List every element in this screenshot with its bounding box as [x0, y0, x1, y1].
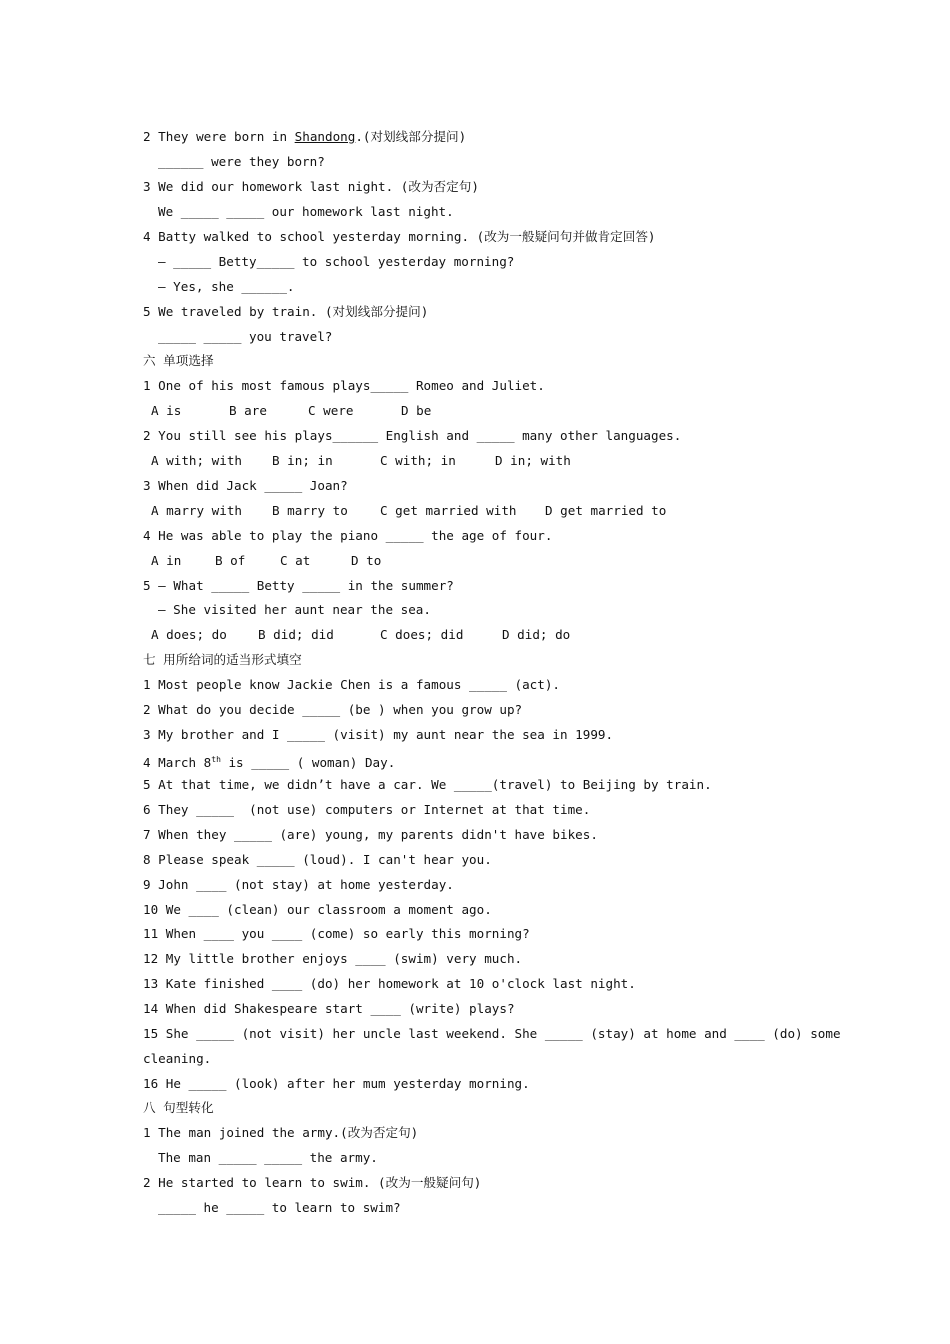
- question-line: 1 One of his most famous plays_____ Romeo and Juliet.: [143, 378, 545, 393]
- option: B of: [215, 553, 246, 568]
- dialogue-reply: — She visited her aunt near the sea.: [158, 602, 431, 617]
- fill-item: 5 At that time, we didn’t have a car. We _____(travel) to Beijing by train.: [143, 777, 712, 792]
- answer-line: The man _____ _____ the army.: [158, 1150, 378, 1165]
- fill-item-text: is _____ ( woman) Day.: [220, 755, 396, 770]
- option: C get married with: [380, 503, 517, 518]
- option: C with; in: [380, 453, 456, 468]
- option: C were: [308, 403, 354, 418]
- underlined-word: Shandong: [294, 129, 356, 144]
- fill-item: 7 When they _____ (are) young, my parents didn't have bikes.: [143, 827, 598, 842]
- ordinal-superscript: th: [211, 755, 221, 764]
- fill-item: 14 When did Shakespeare start ____ (write) plays?: [143, 1001, 515, 1016]
- fill-item: 13 Kate finished ____ (do) her homework at 10 o'clock last night.: [143, 976, 636, 991]
- fill-item: 10 We ____ (clean) our classroom a moment ago.: [143, 902, 492, 917]
- question-text: 2 They were born in: [143, 129, 295, 144]
- fill-item-continued: cleaning.: [143, 1051, 212, 1066]
- question-line: 3 When did Jack _____ Joan?: [143, 478, 348, 493]
- option: D to: [351, 553, 382, 568]
- option: C does; did: [380, 627, 464, 642]
- option: B did; did: [258, 627, 334, 642]
- question-line: 1 The man joined the army.(改为否定句): [143, 1125, 419, 1140]
- question-line: [143, 129, 466, 145]
- fill-item: 8 Please speak _____ (loud). I can't hear you.: [143, 852, 492, 867]
- answer-line: _____ _____ you travel?: [158, 329, 333, 344]
- option: B in; in: [272, 453, 333, 468]
- answer-line: — _____ Betty_____ to school yesterday morning?: [158, 254, 515, 269]
- option: D get married to: [545, 503, 667, 518]
- option: B marry to: [272, 503, 348, 518]
- option: A in: [151, 553, 182, 568]
- option: A with; with: [151, 453, 242, 468]
- question-instruction: .(对划线部分提问): [355, 129, 467, 144]
- option: C at: [280, 553, 311, 568]
- option: A marry with: [151, 503, 242, 518]
- section-heading: 八 句型转化: [143, 1100, 214, 1115]
- option: A does; do: [151, 627, 227, 642]
- question-line: 4 Batty walked to school yesterday morning. (改为一般疑问句并做肯定回答): [143, 229, 656, 244]
- fill-item-text: 4 March 8: [143, 755, 212, 770]
- question-line: 5 — What _____ Betty _____ in the summer?: [143, 578, 454, 593]
- section-heading: 六 单项选择: [143, 353, 214, 368]
- fill-item: 6 They _____ (not use) computers or Internet at that time.: [143, 802, 591, 817]
- fill-item: 9 John ____ (not stay) at home yesterday.: [143, 877, 454, 892]
- answer-line: _____ he _____ to learn to swim?: [158, 1200, 401, 1215]
- fill-item: 1 Most people know Jackie Chen is a famous _____ (act).: [143, 677, 561, 692]
- fill-item: 2 What do you decide _____ (be ) when you grow up?: [143, 702, 523, 717]
- option: D in; with: [495, 453, 571, 468]
- option: B are: [229, 403, 267, 418]
- question-line: 5 We traveled by train. (对划线部分提问): [143, 304, 429, 319]
- question-line: 2 You still see his plays______ English and _____ many other languages.: [143, 428, 682, 443]
- section-heading: 七 用所给词的适当形式填空: [143, 652, 302, 667]
- option: D did; do: [502, 627, 571, 642]
- question-line: 4 He was able to play the piano _____ the age of four.: [143, 528, 553, 543]
- fill-item: [143, 752, 395, 771]
- question-line: 2 He started to learn to swim. (改为一般疑问句): [143, 1175, 482, 1190]
- fill-item: 11 When ____ you ____ (come) so early this morning?: [143, 926, 530, 941]
- fill-item: 15 She _____ (not visit) her uncle last weekend. She _____ (stay) at home and ____ (do) some: [143, 1026, 841, 1041]
- option: A is: [151, 403, 182, 418]
- answer-line: ______ were they born?: [158, 154, 325, 169]
- fill-item: 16 He _____ (look) after her mum yesterday morning.: [143, 1076, 530, 1091]
- fill-item: 3 My brother and I _____ (visit) my aunt near the sea in 1999.: [143, 727, 614, 742]
- question-line: 3 We did our homework last night. (改为否定句): [143, 179, 479, 194]
- answer-line: — Yes, she ______.: [158, 279, 295, 294]
- fill-item: 12 My little brother enjoys ____ (swim) very much.: [143, 951, 523, 966]
- option: D be: [401, 403, 432, 418]
- answer-line: We _____ _____ our homework last night.: [158, 204, 454, 219]
